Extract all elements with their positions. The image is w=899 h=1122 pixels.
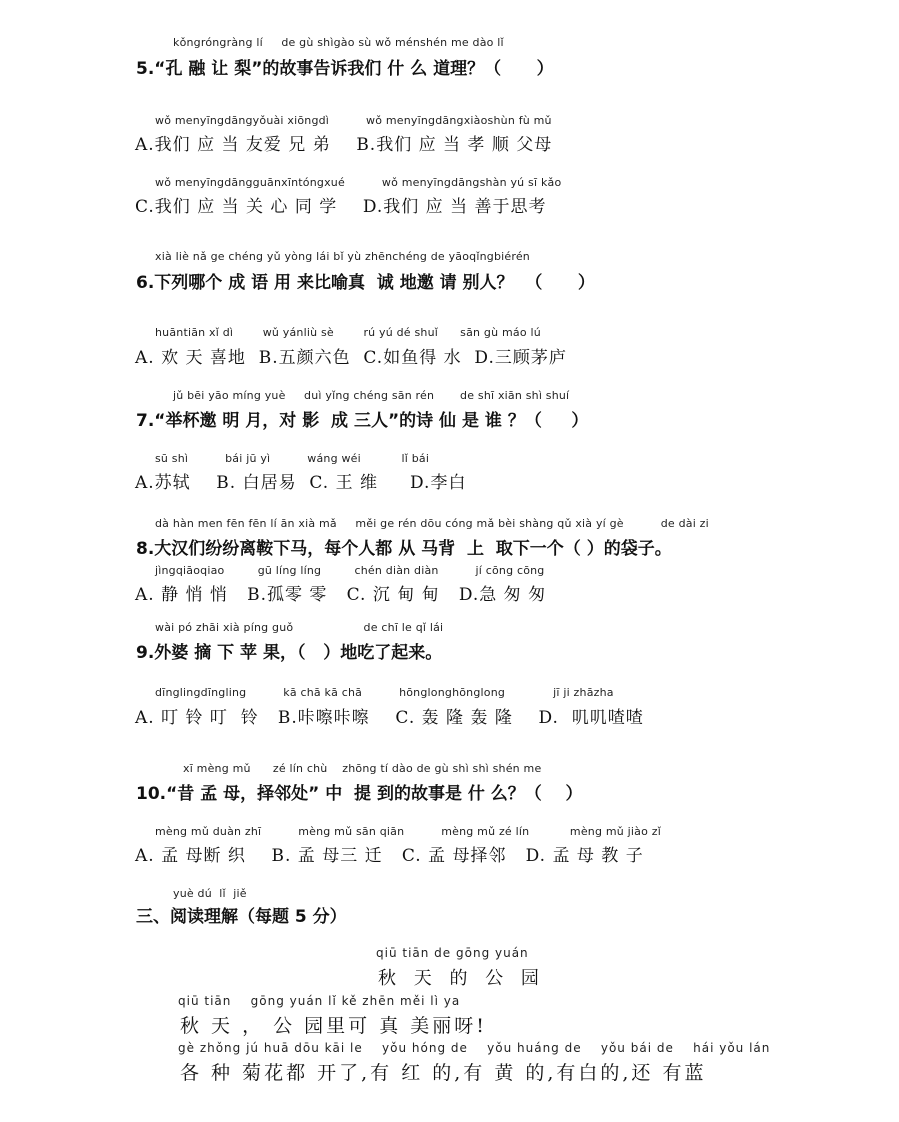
passage-line-1-pinyin: qiū tiān gōng yuán lǐ kě zhēn měi lì ya <box>178 994 461 1008</box>
passage-title-pinyin: qiū tiān de gōng yuán <box>376 946 529 960</box>
q6-option-pinyin: huāntiān xǐ dì wǔ yánliù sè rú yú dé shuǐ sān gù máo lú <box>155 326 541 339</box>
q9-option-pinyin: dīnglingdīngling kā chā kā chā hōnglonghōnglong jī ji zhāzha <box>155 686 614 699</box>
passage-title: 秋 天 的 公 园 <box>378 968 545 989</box>
passage-line-1: 秋 天 ， 公 园里可 真 美丽呀! <box>180 1015 487 1037</box>
q6-pinyin: xià liè nǎ ge chéng yǔ yòng lái bǐ yù zhēnchéng de yāoqǐngbiérén <box>155 250 530 263</box>
q6-question: 6.下列哪个 成 语 用 来比喻真 诚 地邀 请 别人？ （ ） <box>136 273 595 293</box>
q7-question: 7.“举杯邀 明 月，对 影 成 三人”的诗 仙 是 谁 ？（ ） <box>136 411 589 431</box>
q6-options: A. 欢 天 喜地 B.五颜六色 C.如鱼得 水 D.三顾茅庐 <box>135 348 567 368</box>
q8-pinyin: dà hàn men fēn fēn lí ān xià mǎ měi ge rén dōu cóng mǎ bèi shàng qǔ xià yí gè de dài zi <box>155 517 709 530</box>
q9-question: 9.外婆 摘 下 苹 果，（ ）地吃了起来。 <box>136 643 443 663</box>
q5-options-ab: A.我们 应 当 友爱 兄 弟 B.我们 应 当 孝 顺 父母 <box>135 135 553 155</box>
q8-option-pinyin: jìngqiāoqiao gū líng líng chén diàn diàn jí cōng cōng <box>155 564 545 577</box>
q5-option-pinyin-1: wǒ menyīngdāngyǒuài xiōngdì wǒ menyīngdāngxiàoshùn fù mǔ <box>155 114 552 127</box>
section-pinyin: yuè dú lǐ jiě <box>173 887 247 900</box>
q9-options: A. 叮 铃 叮 铃 B.咔嚓咔嚓 C. 轰 隆 轰 隆 D. 叽叽喳喳 <box>135 708 644 728</box>
passage-line-2: 各 种 菊花都 开了,有 红 的,有 黄 的,有白的,还 有蓝 <box>180 1062 707 1084</box>
q5-options-cd: C.我们 应 当 关 心 同 学 D.我们 应 当 善于思考 <box>135 197 547 217</box>
q10-option-pinyin: mèng mǔ duàn zhī mèng mǔ sān qiān mèng mǔ zé lín mèng mǔ jiào zǐ <box>155 825 661 838</box>
q10-question: 10.“昔 孟 母，择邻处” 中 提 到的故事是 什 么？（ ） <box>136 784 583 804</box>
passage-line-2-pinyin: gè zhǒng jú huā dōu kāi le yǒu hóng de yǒu huáng de yǒu bái de hái yǒu lán <box>178 1041 771 1055</box>
q7-pinyin: jǔ bēi yāo míng yuè duì yǐng chéng sān rén de shī xiān shì shuí <box>173 389 570 402</box>
q8-question: 8.大汉们纷纷离鞍下马，每个人都 从 马背 上 取下一个（ ）的袋子。 <box>136 539 672 559</box>
q7-options: A.苏轼 B. 白居易 C. 王 维 D.李白 <box>135 473 467 493</box>
q9-pinyin: wài pó zhāi xià píng guǒ de chī le qǐ lái <box>155 621 444 634</box>
q5-pinyin: kǒngróngràng lí de gù shìgào sù wǒ ménshén me dào lǐ <box>173 36 504 49</box>
q5-question: 5.“孔 融 让 梨”的故事告诉我们 什 么 道理？（ ） <box>136 59 554 79</box>
q8-options: A. 静 悄 悄 B.孤零 零 C. 沉 甸 甸 D.急 匆 匆 <box>135 585 547 605</box>
q7-option-pinyin: sū shì bái jū yì wáng wéi lǐ bái <box>155 452 430 465</box>
section-heading: 三、阅读理解（每题 5 分） <box>136 907 347 927</box>
q10-options: A. 孟 母断 织 B. 孟 母三 迁 C. 孟 母择邻 D. 孟 母 教 子 <box>135 846 644 866</box>
q5-option-pinyin-2: wǒ menyīngdāngguānxīntóngxué wǒ menyīngdāngshàn yú sī kǎo <box>155 176 562 189</box>
q10-pinyin: xī mèng mǔ zé lín chù zhōng tí dào de gù shì shì shén me <box>183 762 542 775</box>
